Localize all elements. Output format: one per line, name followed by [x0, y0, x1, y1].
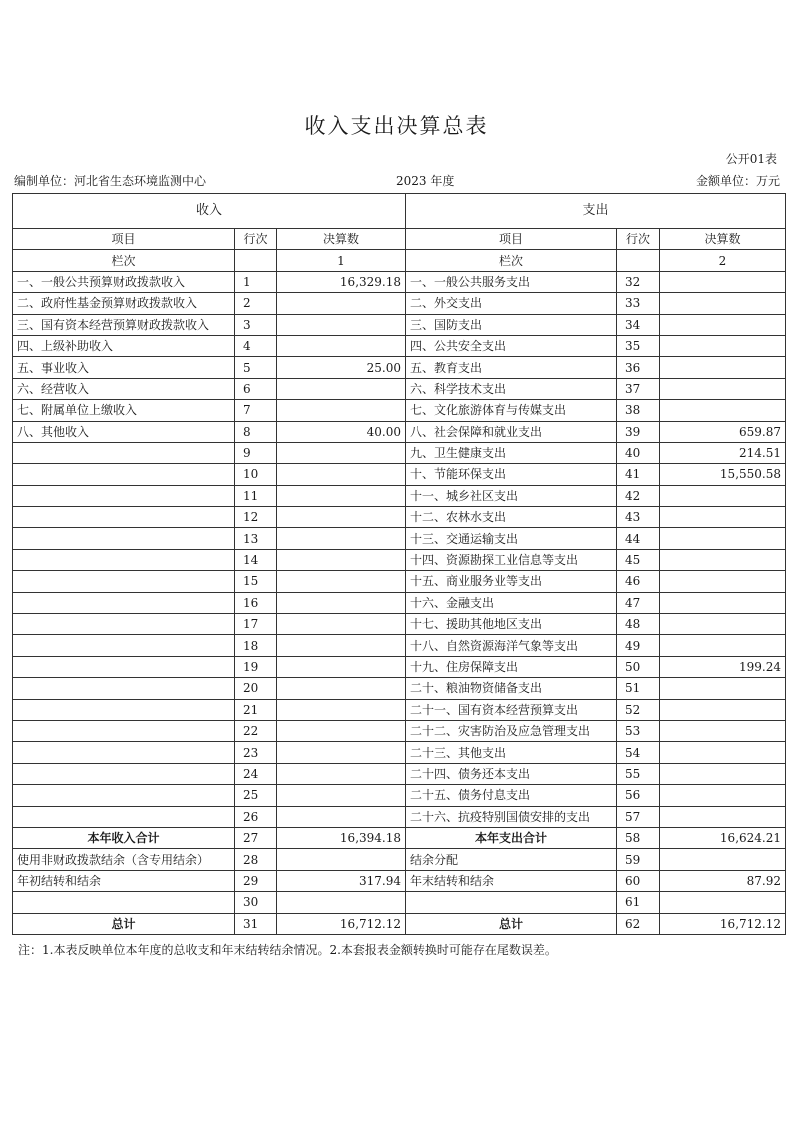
expense-amount [660, 485, 786, 506]
line-number: 26 [235, 806, 277, 827]
income-item [13, 678, 235, 699]
income-column-index: 1 [277, 250, 406, 271]
expense-amount [660, 635, 786, 656]
line-number: 18 [235, 635, 277, 656]
income-item: 二、政府性基金预算财政拨款收入 [13, 293, 235, 314]
expense-amount [660, 335, 786, 356]
income-amount-header: 决算数 [277, 229, 406, 250]
expense-item: 二十、粮油物资储备支出 [406, 678, 617, 699]
expense-amount [660, 571, 786, 592]
income-amount [277, 442, 406, 463]
line-number: 32 [617, 271, 660, 292]
income-amount [277, 485, 406, 506]
table-row [13, 678, 786, 699]
line-number: 49 [617, 635, 660, 656]
line-number: 47 [617, 592, 660, 613]
income-amount [277, 720, 406, 741]
table-row [13, 442, 786, 463]
income-item [13, 720, 235, 741]
expense-header: 支出 [406, 194, 786, 229]
year-total-row [13, 827, 786, 848]
expense-amount [660, 549, 786, 570]
line-number: 23 [235, 742, 277, 763]
income-item [13, 892, 235, 913]
table-row [13, 699, 786, 720]
line-number: 3 [235, 314, 277, 335]
line-number: 56 [617, 785, 660, 806]
income-item: 一、一般公共预算财政拨款收入 [13, 271, 235, 292]
expense-item: 二十二、灾害防治及应急管理支出 [406, 720, 617, 741]
income-amount [277, 614, 406, 635]
line-number: 12 [235, 507, 277, 528]
expense-amount [660, 271, 786, 292]
line-number: 50 [617, 656, 660, 677]
income-amount [277, 699, 406, 720]
line-number: 44 [617, 528, 660, 549]
expense-amount [660, 357, 786, 378]
income-line-header: 行次 [235, 229, 277, 250]
line-number: 36 [617, 357, 660, 378]
expense-item: 十六、金融支出 [406, 592, 617, 613]
table-row [13, 763, 786, 784]
expense-amount [660, 314, 786, 335]
income-item [13, 806, 235, 827]
table-row [13, 742, 786, 763]
line-number: 14 [235, 549, 277, 570]
expense-amount [660, 742, 786, 763]
income-amount [277, 656, 406, 677]
line-number: 31 [235, 913, 277, 934]
line-number: 53 [617, 720, 660, 741]
line-number: 57 [617, 806, 660, 827]
form-number: 公开01表 [725, 152, 777, 166]
expense-item: 九、卫生健康支出 [406, 442, 617, 463]
income-item [13, 464, 235, 485]
expense-item: 二十四、债务还本支出 [406, 763, 617, 784]
line-number: 1 [235, 271, 277, 292]
expense-line-header: 行次 [617, 229, 660, 250]
line-number: 37 [617, 378, 660, 399]
table-row [13, 635, 786, 656]
expense-item: 十五、商业服务业等支出 [406, 571, 617, 592]
grand-income-total-label: 总计 [13, 913, 235, 934]
income-amount [277, 378, 406, 399]
line-number: 34 [617, 314, 660, 335]
income-amount [277, 335, 406, 356]
expense-item: 八、社会保障和就业支出 [406, 421, 617, 442]
line-number: 55 [617, 763, 660, 784]
income-item [13, 549, 235, 570]
line-number: 9 [235, 442, 277, 463]
line-number: 16 [235, 592, 277, 613]
income-amount [277, 571, 406, 592]
expense-amount [660, 699, 786, 720]
budget-summary-table [12, 193, 786, 935]
income-item [13, 507, 235, 528]
income-item [13, 656, 235, 677]
expense-column-index: 2 [660, 250, 786, 271]
line-number: 4 [235, 335, 277, 356]
table-row [13, 571, 786, 592]
income-item [13, 614, 235, 635]
income-amount [277, 635, 406, 656]
report-meta [14, 172, 780, 190]
income-header: 收入 [13, 194, 406, 229]
expense-amount [660, 592, 786, 613]
expense-amount [660, 293, 786, 314]
line-number: 46 [617, 571, 660, 592]
income-amount [277, 293, 406, 314]
year-expense-total-label: 本年支出合计 [406, 827, 617, 848]
expense-item: 十九、住房保障支出 [406, 656, 617, 677]
income-amount [277, 742, 406, 763]
expense-item: 一、一般公共服务支出 [406, 271, 617, 292]
line-number: 41 [617, 464, 660, 485]
line-number: 6 [235, 378, 277, 399]
column-header-row [13, 229, 786, 250]
empty-cell [617, 250, 660, 271]
table-row [13, 293, 786, 314]
income-amount [277, 528, 406, 549]
line-number: 54 [617, 742, 660, 763]
expense-item: 十四、资源勘探工业信息等支出 [406, 549, 617, 570]
expense-item: 十一、城乡社区支出 [406, 485, 617, 506]
income-amount [277, 785, 406, 806]
expense-item: 二、外交支出 [406, 293, 617, 314]
income-amount [277, 400, 406, 421]
expense-amount [660, 763, 786, 784]
income-item [13, 635, 235, 656]
income-column-label: 栏次 [13, 250, 235, 271]
line-number: 42 [617, 485, 660, 506]
expense-item: 四、公共安全支出 [406, 335, 617, 356]
empty-cell [235, 250, 277, 271]
grand-expense-total-label: 总计 [406, 913, 617, 934]
line-number: 45 [617, 549, 660, 570]
expense-amount: 87.92 [660, 870, 786, 891]
line-number: 60 [617, 870, 660, 891]
table-row [13, 528, 786, 549]
income-amount [277, 892, 406, 913]
income-amount [277, 592, 406, 613]
line-number: 38 [617, 400, 660, 421]
table-row [13, 785, 786, 806]
expense-item: 结余分配 [406, 849, 617, 870]
reporting-unit: 编制单位：河北省生态环境监测中心 [14, 174, 207, 188]
table-row [13, 335, 786, 356]
table-row [13, 378, 786, 399]
income-item: 六、经营收入 [13, 378, 235, 399]
table-row [13, 806, 786, 827]
line-number: 52 [617, 699, 660, 720]
line-number: 51 [617, 678, 660, 699]
income-item [13, 571, 235, 592]
expense-item: 十七、援助其他地区支出 [406, 614, 617, 635]
year-income-total-amount: 16,394.18 [277, 827, 406, 848]
expense-item: 十八、自然资源海洋气象等支出 [406, 635, 617, 656]
table-row [13, 849, 786, 870]
table-row [13, 314, 786, 335]
expense-item: 十三、交通运输支出 [406, 528, 617, 549]
table-row [13, 464, 786, 485]
line-number: 33 [617, 293, 660, 314]
expense-column-label: 栏次 [406, 250, 617, 271]
page-title: 收入支出决算总表 [304, 114, 489, 138]
grand-expense-total-amount: 16,712.12 [660, 913, 786, 934]
grand-income-total-amount: 16,712.12 [277, 913, 406, 934]
expense-item: 十、节能环保支出 [406, 464, 617, 485]
line-number: 59 [617, 849, 660, 870]
expense-amount [660, 720, 786, 741]
section-header-row [13, 194, 786, 229]
table-row [13, 421, 786, 442]
income-amount [277, 806, 406, 827]
line-number: 21 [235, 699, 277, 720]
table-row [13, 892, 786, 913]
table-row [13, 870, 786, 891]
income-item [13, 763, 235, 784]
expense-item-header: 项目 [406, 229, 617, 250]
expense-amount: 659.87 [660, 421, 786, 442]
line-number: 61 [617, 892, 660, 913]
line-number: 5 [235, 357, 277, 378]
income-item: 三、国有资本经营预算财政拨款收入 [13, 314, 235, 335]
footnote: 注：1.本表反映单位本年度的总收支和年末结转结余情况。2.本套报表金额转换时可能存在尾数误差。 [18, 943, 557, 957]
line-number: 35 [617, 335, 660, 356]
line-number: 7 [235, 400, 277, 421]
expense-item: 七、文化旅游体育与传媒支出 [406, 400, 617, 421]
line-number: 39 [617, 421, 660, 442]
line-number: 58 [617, 827, 660, 848]
income-amount [277, 763, 406, 784]
income-amount [277, 849, 406, 870]
line-number: 2 [235, 293, 277, 314]
expense-amount: 214.51 [660, 442, 786, 463]
line-number: 13 [235, 528, 277, 549]
table-row [13, 507, 786, 528]
line-number: 48 [617, 614, 660, 635]
income-item: 七、附属单位上缴收入 [13, 400, 235, 421]
expense-amount [660, 507, 786, 528]
income-amount [277, 464, 406, 485]
line-number: 22 [235, 720, 277, 741]
expense-item: 三、国防支出 [406, 314, 617, 335]
table-row [13, 400, 786, 421]
table-row [13, 614, 786, 635]
income-amount: 25.00 [277, 357, 406, 378]
income-amount [277, 549, 406, 570]
income-item [13, 442, 235, 463]
expense-amount [660, 378, 786, 399]
column-index-row [13, 250, 786, 271]
expense-amount [660, 892, 786, 913]
table-row [13, 485, 786, 506]
expense-amount [660, 528, 786, 549]
line-number: 40 [617, 442, 660, 463]
income-item-header: 项目 [13, 229, 235, 250]
expense-item: 二十三、其他支出 [406, 742, 617, 763]
expense-item: 十二、农林水支出 [406, 507, 617, 528]
expense-amount [660, 849, 786, 870]
income-item [13, 528, 235, 549]
income-amount: 40.00 [277, 421, 406, 442]
line-number: 27 [235, 827, 277, 848]
expense-item: 二十六、抗疫特别国债安排的支出 [406, 806, 617, 827]
line-number: 11 [235, 485, 277, 506]
table-row [13, 720, 786, 741]
expense-item: 二十一、国有资本经营预算支出 [406, 699, 617, 720]
expense-amount [660, 678, 786, 699]
income-item [13, 485, 235, 506]
income-amount [277, 507, 406, 528]
income-amount: 317.94 [277, 870, 406, 891]
income-item [13, 785, 235, 806]
expense-amount [660, 806, 786, 827]
income-item [13, 699, 235, 720]
expense-amount: 199.24 [660, 656, 786, 677]
line-number: 62 [617, 913, 660, 934]
income-item: 八、其他收入 [13, 421, 235, 442]
line-number: 30 [235, 892, 277, 913]
income-item: 年初结转和结余 [13, 870, 235, 891]
expense-amount [660, 614, 786, 635]
income-amount [277, 678, 406, 699]
table-row [13, 549, 786, 570]
year-income-total-label: 本年收入合计 [13, 827, 235, 848]
line-number: 29 [235, 870, 277, 891]
fiscal-year: 2023 年度 [396, 174, 455, 188]
income-item: 五、事业收入 [13, 357, 235, 378]
expense-amount [660, 785, 786, 806]
expense-item: 五、教育支出 [406, 357, 617, 378]
amount-unit: 金额单位：万元 [695, 174, 780, 188]
income-item: 使用非财政拨款结余（含专用结余） [13, 849, 235, 870]
expense-amount-header: 决算数 [660, 229, 786, 250]
line-number: 20 [235, 678, 277, 699]
year-expense-total-amount: 16,624.21 [660, 827, 786, 848]
expense-item: 年末结转和结余 [406, 870, 617, 891]
table-row [13, 656, 786, 677]
table-row [13, 271, 786, 292]
line-number: 43 [617, 507, 660, 528]
expense-item [406, 892, 617, 913]
line-number: 15 [235, 571, 277, 592]
grand-total-row [13, 913, 786, 934]
expense-amount [660, 400, 786, 421]
expense-item: 二十五、债务付息支出 [406, 785, 617, 806]
income-item [13, 592, 235, 613]
line-number: 19 [235, 656, 277, 677]
income-amount: 16,329.18 [277, 271, 406, 292]
line-number: 25 [235, 785, 277, 806]
income-amount [277, 314, 406, 335]
line-number: 17 [235, 614, 277, 635]
table-row [13, 357, 786, 378]
line-number: 24 [235, 763, 277, 784]
income-item: 四、上级补助收入 [13, 335, 235, 356]
line-number: 8 [235, 421, 277, 442]
table-row [13, 592, 786, 613]
expense-amount: 15,550.58 [660, 464, 786, 485]
line-number: 10 [235, 464, 277, 485]
income-item [13, 742, 235, 763]
expense-item: 六、科学技术支出 [406, 378, 617, 399]
line-number: 28 [235, 849, 277, 870]
